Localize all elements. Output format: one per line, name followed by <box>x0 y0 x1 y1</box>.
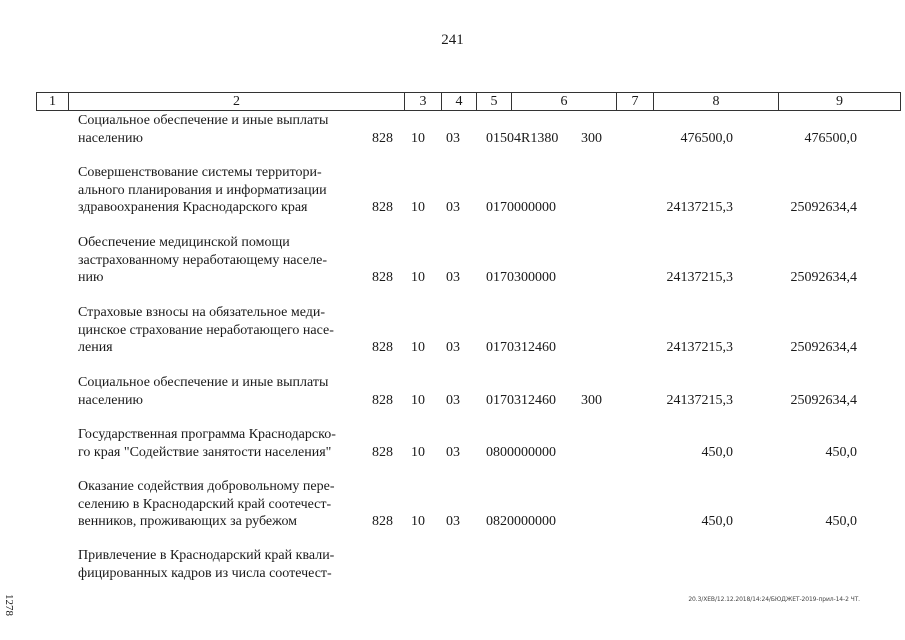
footer-document-code: 20.3/ХЕВ/12.12.2018/14:24/БЮДЖЕТ-2019-прил-14-2 ЧТ. <box>688 596 860 603</box>
header-col-4: 4 <box>442 93 477 111</box>
header-col-5: 5 <box>477 93 512 111</box>
cell-section: 10 <box>411 444 425 460</box>
cell-section: 10 <box>411 392 425 408</box>
cell-section: 10 <box>411 514 425 529</box>
row-description: Государственная программа Краснодарско- го края "Содействие занятости населения" <box>78 427 336 460</box>
cell-target-article: 0820000000 <box>486 514 556 529</box>
cell-target-article: 0170000000 <box>486 200 556 215</box>
cell-ministry-code: 828 <box>372 340 393 355</box>
cell-amount-2: 25092634,4 <box>790 270 857 285</box>
cell-amount-1: 476500,0 <box>680 130 733 146</box>
cell-amount-2: 25092634,4 <box>790 392 857 408</box>
header-col-7: 7 <box>617 93 654 111</box>
row-description: Обеспечение медицинской помощи застрахованному неработающему населе- нию <box>78 235 327 285</box>
cell-amount-2: 450,0 <box>825 444 857 460</box>
cell-amount-1: 450,0 <box>701 444 733 460</box>
cell-ministry-code: 828 <box>372 270 393 285</box>
row-description: Социальное обеспечение и иные выплаты населению <box>78 113 329 146</box>
cell-target-article: 0170312460 <box>486 392 556 408</box>
cell-target-article: 0170300000 <box>486 270 556 285</box>
row-description: Совершенствование системы территори- ального планирования и информатизации здравоохранения Краснодарского края <box>78 165 327 215</box>
cell-amount-2: 476500,0 <box>804 130 857 146</box>
cell-section: 10 <box>411 340 425 355</box>
cell-amount-2: 25092634,4 <box>790 200 857 215</box>
cell-subsection: 03 <box>446 200 460 215</box>
cell-amount-1: 24137215,3 <box>666 392 733 408</box>
cell-amount-2: 25092634,4 <box>790 340 857 355</box>
cell-section: 10 <box>411 200 425 215</box>
cell-ministry-code: 828 <box>372 392 393 408</box>
cell-amount-2: 450,0 <box>825 514 857 529</box>
cell-ministry-code: 828 <box>372 444 393 460</box>
header-col-3: 3 <box>405 93 442 111</box>
cell-amount-1: 450,0 <box>701 514 733 529</box>
column-header-table <box>36 92 901 111</box>
row-description: Привлечение в Краснодарский край квали- фицированных кадров из числа соотечест- <box>78 548 335 581</box>
header-col-9: 9 <box>779 93 901 111</box>
cell-expense-type: 300 <box>581 130 602 146</box>
cell-expense-type: 300 <box>581 392 602 408</box>
cell-amount-1: 24137215,3 <box>666 340 733 355</box>
header-col-2: 2 <box>69 93 405 111</box>
header-row <box>37 93 901 111</box>
cell-amount-1: 24137215,3 <box>666 270 733 285</box>
cell-subsection: 03 <box>446 340 460 355</box>
header-col-8: 8 <box>654 93 779 111</box>
cell-amount-1: 24137215,3 <box>666 200 733 215</box>
cell-ministry-code: 828 <box>372 130 393 146</box>
cell-section: 10 <box>411 270 425 285</box>
cell-ministry-code: 828 <box>372 514 393 529</box>
side-page-number: 1278 <box>3 594 15 616</box>
cell-target-article: 0170312460 <box>486 340 556 355</box>
cell-subsection: 03 <box>446 444 460 460</box>
header-col-1: 1 <box>37 93 69 111</box>
row-description: Страховые взносы на обязательное меди- цинское страхование неработающего насе- ления <box>78 305 334 355</box>
cell-ministry-code: 828 <box>372 200 393 215</box>
cell-target-article: 0800000000 <box>486 444 556 460</box>
cell-section: 10 <box>411 130 425 146</box>
header-col-6: 6 <box>512 93 617 111</box>
cell-subsection: 03 <box>446 514 460 529</box>
row-description: Социальное обеспечение и иные выплаты населению <box>78 375 329 408</box>
cell-subsection: 03 <box>446 270 460 285</box>
cell-subsection: 03 <box>446 130 460 146</box>
page-number: 241 <box>441 32 464 48</box>
cell-subsection: 03 <box>446 392 460 408</box>
row-description: Оказание содействия добровольному пере- селению в Краснодарский край соотечест- венников, проживающих за рубежом <box>78 479 335 529</box>
cell-target-article: 01504R1380 <box>486 130 559 146</box>
